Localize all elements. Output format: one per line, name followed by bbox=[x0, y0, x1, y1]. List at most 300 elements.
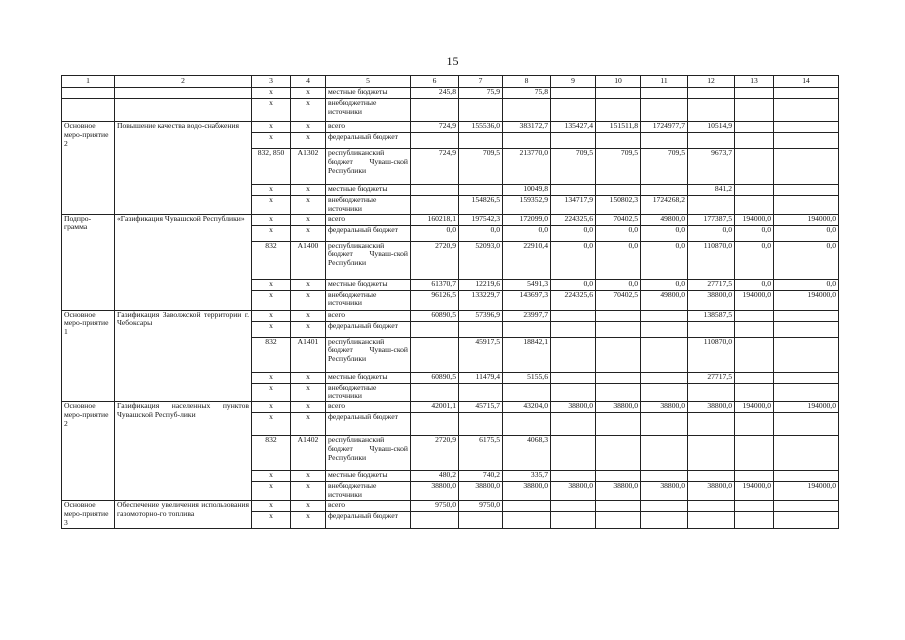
grbs-code-cell: x bbox=[252, 482, 291, 501]
value-cell bbox=[641, 372, 688, 383]
grbs-code-cell: x bbox=[252, 196, 291, 215]
value-cell bbox=[411, 196, 459, 215]
target-code-cell: x bbox=[291, 225, 326, 241]
program-cell: Основное меро-приятие 3 bbox=[62, 501, 115, 528]
value-cell bbox=[459, 133, 503, 149]
value-cell: 194000,0 bbox=[735, 214, 774, 225]
value-cell bbox=[735, 122, 774, 133]
value-cell bbox=[774, 310, 839, 321]
value-cell bbox=[688, 471, 735, 482]
grbs-code-cell: x bbox=[252, 290, 291, 310]
value-cell: 6175,5 bbox=[459, 436, 503, 471]
value-cell bbox=[503, 99, 551, 122]
value-cell bbox=[735, 321, 774, 337]
value-cell bbox=[459, 99, 503, 122]
value-cell bbox=[774, 122, 839, 133]
value-cell: 10514,9 bbox=[688, 122, 735, 133]
target-code-cell: x bbox=[291, 512, 326, 528]
value-cell bbox=[503, 501, 551, 512]
value-cell: 27717,5 bbox=[688, 279, 735, 290]
value-cell: 0,0 bbox=[735, 225, 774, 241]
value-cell: 0,0 bbox=[774, 279, 839, 290]
value-cell bbox=[551, 337, 596, 372]
value-cell: 0,0 bbox=[551, 279, 596, 290]
value-cell: 60890,5 bbox=[411, 372, 459, 383]
value-cell bbox=[596, 436, 641, 471]
funding-source-cell: всего bbox=[326, 310, 411, 321]
target-code-cell: А1401 bbox=[291, 337, 326, 372]
value-cell: 159352,9 bbox=[503, 196, 551, 215]
funding-source-cell: всего bbox=[326, 214, 411, 225]
value-cell bbox=[641, 310, 688, 321]
grbs-code-cell: x bbox=[252, 501, 291, 512]
name-cell: Обеспечение увеличения использования газомоторно-го топлива bbox=[115, 501, 252, 528]
value-cell bbox=[641, 185, 688, 196]
funding-source-cell: республиканский бюджет Чуваш-ской Республики bbox=[326, 337, 411, 372]
value-cell: 22910,4 bbox=[503, 241, 551, 279]
value-cell bbox=[688, 99, 735, 122]
program-cell bbox=[62, 88, 115, 99]
header-cell: 14 bbox=[774, 76, 839, 88]
value-cell bbox=[596, 337, 641, 372]
value-cell bbox=[459, 512, 503, 528]
value-cell: 0,0 bbox=[641, 279, 688, 290]
target-code-cell: x bbox=[291, 196, 326, 215]
table-row bbox=[62, 501, 839, 512]
value-cell bbox=[688, 501, 735, 512]
funding-source-cell: всего bbox=[326, 402, 411, 413]
value-cell: 110870,0 bbox=[688, 337, 735, 372]
grbs-code-cell: x bbox=[252, 402, 291, 413]
value-cell bbox=[688, 436, 735, 471]
value-cell bbox=[411, 413, 459, 436]
header-cell: 5 bbox=[326, 76, 411, 88]
value-cell bbox=[551, 133, 596, 149]
value-cell: 150802,3 bbox=[596, 196, 641, 215]
target-code-cell: А1302 bbox=[291, 149, 326, 185]
value-cell bbox=[551, 436, 596, 471]
value-cell: 75,8 bbox=[503, 88, 551, 99]
value-cell bbox=[774, 99, 839, 122]
value-cell bbox=[774, 512, 839, 528]
value-cell: 9750,0 bbox=[459, 501, 503, 512]
value-cell: 18842,1 bbox=[503, 337, 551, 372]
funding-source-cell: всего bbox=[326, 501, 411, 512]
value-cell bbox=[503, 512, 551, 528]
value-cell bbox=[735, 149, 774, 185]
value-cell bbox=[551, 372, 596, 383]
value-cell bbox=[688, 383, 735, 402]
value-cell bbox=[411, 321, 459, 337]
funding-source-cell: федеральный бюджет bbox=[326, 512, 411, 528]
target-code-cell: x bbox=[291, 133, 326, 149]
value-cell: 154826,5 bbox=[459, 196, 503, 215]
value-cell: 0,0 bbox=[596, 225, 641, 241]
grbs-code-cell: 832 bbox=[252, 337, 291, 372]
value-cell: 245,8 bbox=[411, 88, 459, 99]
header-cell: 2 bbox=[115, 76, 252, 88]
funding-source-cell: местные бюджеты bbox=[326, 88, 411, 99]
value-cell bbox=[641, 501, 688, 512]
value-cell bbox=[641, 321, 688, 337]
value-cell: 709,5 bbox=[551, 149, 596, 185]
header-cell: 4 bbox=[291, 76, 326, 88]
value-cell: 70402,5 bbox=[596, 290, 641, 310]
header-cell: 1 bbox=[62, 76, 115, 88]
grbs-code-cell: x bbox=[252, 372, 291, 383]
value-cell: 155536,0 bbox=[459, 122, 503, 133]
value-cell bbox=[774, 88, 839, 99]
value-cell bbox=[411, 133, 459, 149]
value-cell bbox=[735, 99, 774, 122]
grbs-code-cell: x bbox=[252, 88, 291, 99]
target-code-cell: x bbox=[291, 88, 326, 99]
value-cell: 38800,0 bbox=[411, 482, 459, 501]
value-cell: 57396,9 bbox=[459, 310, 503, 321]
value-cell bbox=[459, 413, 503, 436]
value-cell bbox=[735, 501, 774, 512]
value-cell: 194000,0 bbox=[735, 290, 774, 310]
header-cell: 12 bbox=[688, 76, 735, 88]
target-code-cell: x bbox=[291, 99, 326, 122]
value-cell bbox=[774, 413, 839, 436]
value-cell: 0,0 bbox=[596, 279, 641, 290]
value-cell bbox=[735, 88, 774, 99]
table-row bbox=[62, 88, 839, 99]
page-number: 15 bbox=[446, 54, 459, 68]
value-cell: 0,0 bbox=[411, 225, 459, 241]
value-cell: 61370,7 bbox=[411, 279, 459, 290]
value-cell bbox=[596, 501, 641, 512]
value-cell: 0,0 bbox=[641, 241, 688, 279]
value-cell bbox=[774, 185, 839, 196]
value-cell: 724,9 bbox=[411, 149, 459, 185]
value-cell: 841,2 bbox=[688, 185, 735, 196]
value-cell bbox=[641, 436, 688, 471]
target-code-cell: x bbox=[291, 214, 326, 225]
value-cell bbox=[596, 310, 641, 321]
value-cell: 335,7 bbox=[503, 471, 551, 482]
value-cell: 52093,0 bbox=[459, 241, 503, 279]
header-cell: 9 bbox=[551, 76, 596, 88]
value-cell bbox=[551, 99, 596, 122]
value-cell: 4068,3 bbox=[503, 436, 551, 471]
value-cell: 0,0 bbox=[596, 241, 641, 279]
value-cell: 709,5 bbox=[596, 149, 641, 185]
value-cell bbox=[641, 133, 688, 149]
value-cell: 383172,7 bbox=[503, 122, 551, 133]
value-cell bbox=[596, 471, 641, 482]
funding-source-cell: местные бюджеты bbox=[326, 372, 411, 383]
value-cell bbox=[596, 185, 641, 196]
table-row bbox=[62, 402, 839, 413]
value-cell: 197542,3 bbox=[459, 214, 503, 225]
value-cell: 151511,8 bbox=[596, 122, 641, 133]
value-cell bbox=[503, 133, 551, 149]
value-cell: 38800,0 bbox=[641, 482, 688, 501]
value-cell: 49800,0 bbox=[641, 290, 688, 310]
value-cell: 110870,0 bbox=[688, 241, 735, 279]
funding-source-cell: внебюджетные источники bbox=[326, 290, 411, 310]
value-cell: 1724268,2 bbox=[641, 196, 688, 215]
value-cell: 135427,4 bbox=[551, 122, 596, 133]
value-cell: 0,0 bbox=[774, 241, 839, 279]
target-code-cell: x bbox=[291, 321, 326, 337]
value-cell bbox=[735, 436, 774, 471]
value-cell bbox=[735, 512, 774, 528]
grbs-code-cell: 832 bbox=[252, 241, 291, 279]
value-cell: 480,2 bbox=[411, 471, 459, 482]
value-cell bbox=[551, 321, 596, 337]
name-cell: Повышение качества водо-снабжения bbox=[115, 122, 252, 215]
budget-table bbox=[61, 75, 839, 529]
funding-source-cell: внебюджетные источники bbox=[326, 99, 411, 122]
grbs-code-cell: x bbox=[252, 383, 291, 402]
value-cell: 9750,0 bbox=[411, 501, 459, 512]
value-cell: 42001,1 bbox=[411, 402, 459, 413]
value-cell: 740,2 bbox=[459, 471, 503, 482]
value-cell: 0,0 bbox=[735, 279, 774, 290]
header-cell: 13 bbox=[735, 76, 774, 88]
header-cell: 11 bbox=[641, 76, 688, 88]
value-cell: 11479,4 bbox=[459, 372, 503, 383]
target-code-cell: А1400 bbox=[291, 241, 326, 279]
target-code-cell: x bbox=[291, 383, 326, 402]
table-row bbox=[62, 310, 839, 321]
target-code-cell: А1402 bbox=[291, 436, 326, 471]
name-cell: Газификация населенных пунктов Чувашской Респуб-лики bbox=[115, 402, 252, 501]
value-cell: 224325,6 bbox=[551, 214, 596, 225]
value-cell bbox=[774, 196, 839, 215]
value-cell bbox=[641, 413, 688, 436]
value-cell: 194000,0 bbox=[774, 482, 839, 501]
value-cell bbox=[735, 471, 774, 482]
value-cell bbox=[551, 501, 596, 512]
value-cell bbox=[411, 337, 459, 372]
target-code-cell: x bbox=[291, 372, 326, 383]
value-cell bbox=[596, 88, 641, 99]
value-cell bbox=[596, 372, 641, 383]
value-cell: 138587,5 bbox=[688, 310, 735, 321]
grbs-code-cell: x bbox=[252, 413, 291, 436]
grbs-code-cell: x bbox=[252, 122, 291, 133]
value-cell: 194000,0 bbox=[774, 290, 839, 310]
value-cell: 0,0 bbox=[551, 241, 596, 279]
value-cell: 38800,0 bbox=[596, 402, 641, 413]
grbs-code-cell: x bbox=[252, 99, 291, 122]
value-cell bbox=[735, 337, 774, 372]
header-cell: 8 bbox=[503, 76, 551, 88]
value-cell: 70402,5 bbox=[596, 214, 641, 225]
value-cell: 12219,6 bbox=[459, 279, 503, 290]
value-cell bbox=[641, 88, 688, 99]
value-cell bbox=[459, 383, 503, 402]
value-cell bbox=[411, 512, 459, 528]
value-cell bbox=[774, 133, 839, 149]
value-cell: 38800,0 bbox=[503, 482, 551, 501]
name-cell: «Газификация Чувашской Республики» bbox=[115, 214, 252, 310]
grbs-code-cell: x bbox=[252, 133, 291, 149]
program-cell: Основное меро-приятие 1 bbox=[62, 310, 115, 402]
value-cell bbox=[551, 185, 596, 196]
value-cell bbox=[774, 337, 839, 372]
value-cell bbox=[688, 321, 735, 337]
value-cell: 709,5 bbox=[459, 149, 503, 185]
value-cell: 213770,0 bbox=[503, 149, 551, 185]
value-cell: 133229,7 bbox=[459, 290, 503, 310]
value-cell: 0,0 bbox=[641, 225, 688, 241]
value-cell bbox=[774, 149, 839, 185]
value-cell bbox=[774, 383, 839, 402]
value-cell bbox=[411, 383, 459, 402]
target-code-cell: x bbox=[291, 471, 326, 482]
funding-source-cell: федеральный бюджет bbox=[326, 133, 411, 149]
value-cell: 0,0 bbox=[735, 241, 774, 279]
program-cell: Основное меро-приятие 2 bbox=[62, 402, 115, 501]
value-cell: 0,0 bbox=[774, 225, 839, 241]
value-cell bbox=[596, 99, 641, 122]
value-cell bbox=[551, 383, 596, 402]
value-cell: 38800,0 bbox=[688, 290, 735, 310]
value-cell bbox=[551, 512, 596, 528]
name-cell: Газификация Заволжской территории г. Чебоксары bbox=[115, 310, 252, 402]
grbs-code-cell: x bbox=[252, 321, 291, 337]
value-cell: 709,5 bbox=[641, 149, 688, 185]
value-cell bbox=[596, 133, 641, 149]
value-cell: 38800,0 bbox=[551, 482, 596, 501]
program-cell: Основное меро-приятие 2 bbox=[62, 122, 115, 215]
header-cell: 6 bbox=[411, 76, 459, 88]
value-cell bbox=[551, 413, 596, 436]
funding-source-cell: местные бюджеты bbox=[326, 471, 411, 482]
value-cell: 38800,0 bbox=[551, 402, 596, 413]
funding-source-cell: внебюджетные источники bbox=[326, 383, 411, 402]
value-cell bbox=[503, 413, 551, 436]
value-cell bbox=[774, 436, 839, 471]
value-cell bbox=[596, 321, 641, 337]
funding-source-cell: республиканский бюджет Чуваш-ской Республики bbox=[326, 436, 411, 471]
value-cell: 10049,8 bbox=[503, 185, 551, 196]
value-cell bbox=[411, 185, 459, 196]
value-cell bbox=[596, 383, 641, 402]
value-cell bbox=[688, 512, 735, 528]
funding-source-cell: республиканский бюджет Чуваш-ской Республики bbox=[326, 149, 411, 185]
value-cell: 43204,0 bbox=[503, 402, 551, 413]
value-cell bbox=[774, 471, 839, 482]
target-code-cell: x bbox=[291, 310, 326, 321]
value-cell: 224325,6 bbox=[551, 290, 596, 310]
value-cell: 9673,7 bbox=[688, 149, 735, 185]
funding-source-cell: федеральный бюджет bbox=[326, 321, 411, 337]
target-code-cell: x bbox=[291, 402, 326, 413]
value-cell: 134717,9 bbox=[551, 196, 596, 215]
funding-source-cell: федеральный бюджет bbox=[326, 413, 411, 436]
value-cell: 194000,0 bbox=[735, 482, 774, 501]
table-row bbox=[62, 122, 839, 133]
value-cell bbox=[641, 99, 688, 122]
value-cell: 60890,5 bbox=[411, 310, 459, 321]
value-cell: 160218,1 bbox=[411, 214, 459, 225]
grbs-code-cell: x bbox=[252, 279, 291, 290]
header-cell: 3 bbox=[252, 76, 291, 88]
value-cell bbox=[641, 383, 688, 402]
target-code-cell: x bbox=[291, 290, 326, 310]
funding-source-cell: внебюджетные источники bbox=[326, 482, 411, 501]
value-cell bbox=[735, 383, 774, 402]
value-cell bbox=[596, 413, 641, 436]
grbs-code-cell: x bbox=[252, 471, 291, 482]
grbs-code-cell: 832, 850 bbox=[252, 149, 291, 185]
header-row bbox=[62, 76, 839, 88]
value-cell bbox=[459, 185, 503, 196]
grbs-code-cell: x bbox=[252, 185, 291, 196]
value-cell: 75,9 bbox=[459, 88, 503, 99]
value-cell: 1724977,7 bbox=[641, 122, 688, 133]
value-cell: 38800,0 bbox=[641, 402, 688, 413]
value-cell: 0,0 bbox=[503, 225, 551, 241]
target-code-cell: x bbox=[291, 482, 326, 501]
program-cell: Подпро-грамма bbox=[62, 214, 115, 310]
table-row bbox=[62, 99, 839, 122]
value-cell bbox=[735, 185, 774, 196]
value-cell bbox=[551, 310, 596, 321]
value-cell: 194000,0 bbox=[774, 214, 839, 225]
name-cell bbox=[115, 99, 252, 122]
value-cell bbox=[735, 133, 774, 149]
value-cell: 38800,0 bbox=[688, 482, 735, 501]
header-cell: 10 bbox=[596, 76, 641, 88]
value-cell: 177387,5 bbox=[688, 214, 735, 225]
funding-source-cell: всего bbox=[326, 122, 411, 133]
value-cell bbox=[688, 88, 735, 99]
value-cell: 143697,3 bbox=[503, 290, 551, 310]
value-cell bbox=[688, 196, 735, 215]
value-cell bbox=[411, 99, 459, 122]
value-cell: 38800,0 bbox=[688, 402, 735, 413]
value-cell: 724,9 bbox=[411, 122, 459, 133]
value-cell bbox=[735, 310, 774, 321]
value-cell: 45917,5 bbox=[459, 337, 503, 372]
target-code-cell: x bbox=[291, 501, 326, 512]
value-cell: 0,0 bbox=[459, 225, 503, 241]
value-cell: 96126,5 bbox=[411, 290, 459, 310]
value-cell bbox=[641, 471, 688, 482]
value-cell: 0,0 bbox=[688, 225, 735, 241]
target-code-cell: x bbox=[291, 122, 326, 133]
value-cell: 5155,6 bbox=[503, 372, 551, 383]
value-cell bbox=[551, 88, 596, 99]
value-cell: 2720,9 bbox=[411, 436, 459, 471]
value-cell: 2720,9 bbox=[411, 241, 459, 279]
target-code-cell: x bbox=[291, 185, 326, 196]
funding-source-cell: федеральный бюджет bbox=[326, 225, 411, 241]
value-cell bbox=[735, 196, 774, 215]
funding-source-cell: внебюджетные источники bbox=[326, 196, 411, 215]
name-cell bbox=[115, 88, 252, 99]
value-cell: 49800,0 bbox=[641, 214, 688, 225]
header-cell: 7 bbox=[459, 76, 503, 88]
value-cell bbox=[774, 321, 839, 337]
value-cell bbox=[688, 413, 735, 436]
grbs-code-cell: x bbox=[252, 214, 291, 225]
target-code-cell: x bbox=[291, 413, 326, 436]
value-cell bbox=[641, 337, 688, 372]
value-cell bbox=[735, 413, 774, 436]
grbs-code-cell: 832 bbox=[252, 436, 291, 471]
value-cell: 0,0 bbox=[551, 225, 596, 241]
table-row bbox=[62, 214, 839, 225]
funding-source-cell: республиканский бюджет Чуваш-ской Республики bbox=[326, 241, 411, 279]
